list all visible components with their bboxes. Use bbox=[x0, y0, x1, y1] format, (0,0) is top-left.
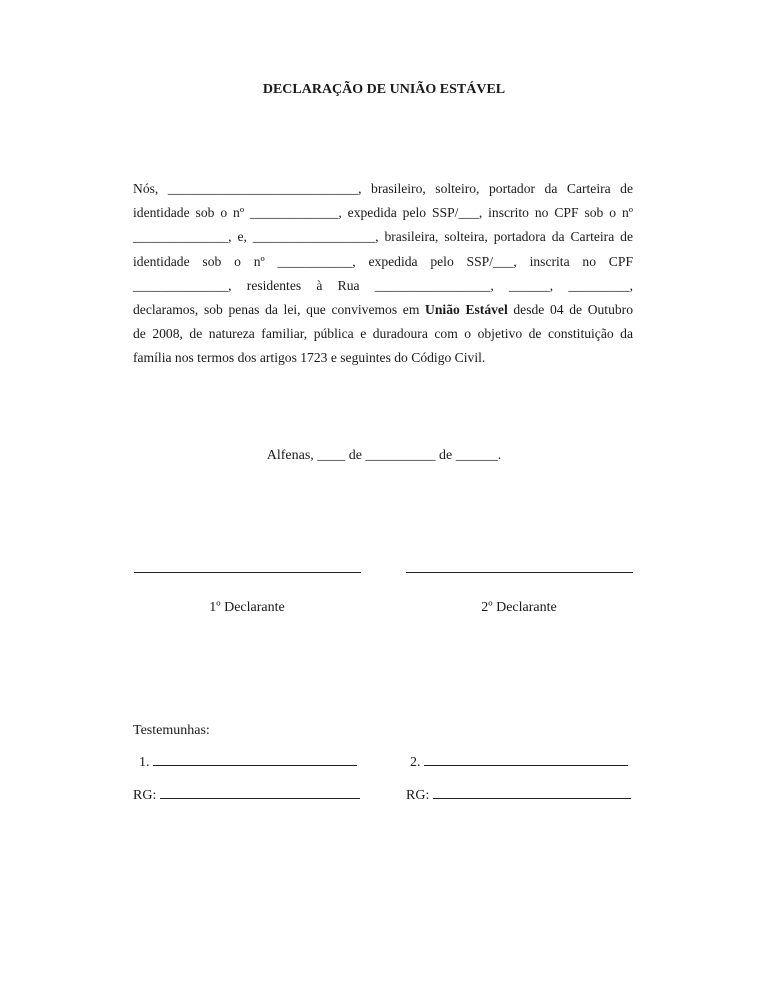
witness-2-rg-blank bbox=[433, 786, 631, 799]
paragraph-text: desde 04 de Outubro bbox=[507, 302, 634, 318]
second-declarant-signature-line bbox=[406, 572, 633, 573]
paragraph-line: Nós, ____________________________, brasileiro, solteiro, portador da Carteira de bbox=[133, 181, 633, 196]
first-declarant-label: 1º Declarante bbox=[209, 600, 285, 615]
first-declarant-signature-line bbox=[134, 572, 361, 573]
witness-1-number: 1. bbox=[139, 755, 150, 770]
witness-2-rg-line bbox=[406, 786, 631, 804]
paragraph-line: ______________, e, __________________, brasileira, solteira, portadora da Carteira de bbox=[133, 229, 633, 245]
second-declarant-label: 2º Declarante bbox=[481, 600, 557, 615]
uniao-estavel-emphasis: União Estável bbox=[425, 302, 508, 318]
witness-1-name-line bbox=[139, 753, 357, 771]
witnesses-title: Testemunhas: bbox=[133, 723, 210, 738]
witness-2-rg-label: RG: bbox=[406, 788, 430, 803]
witness-2-number: 2. bbox=[410, 755, 421, 770]
declaration-paragraph bbox=[133, 177, 633, 371]
paragraph-line: identidade sob o nº _____________, expedida pelo SSP/___, inscrito no CPF sob o nº bbox=[133, 205, 633, 221]
witness-1-rg-blank bbox=[160, 786, 360, 799]
witness-1-blank bbox=[153, 753, 357, 766]
paragraph-line: família nos termos dos artigos 1723 e seguintes do Código Civil. bbox=[133, 350, 486, 366]
paragraph-line: identidade sob o nº ___________, expedida pelo SSP/___, inscrita no CPF bbox=[133, 253, 633, 269]
paragraph-text: declaramos, sob penas da lei, que convivemos em bbox=[133, 302, 426, 318]
witness-1-rg-label: RG: bbox=[133, 788, 157, 803]
witness-1-rg-line bbox=[133, 786, 360, 804]
document-title: DECLARAÇÃO DE UNIÃO ESTÁVEL bbox=[262, 82, 506, 97]
paragraph-line bbox=[133, 298, 633, 322]
witness-2-name-line bbox=[410, 753, 628, 771]
place-date-line: Alfenas, ____ de __________ de ______. bbox=[266, 448, 502, 463]
witness-2-blank bbox=[424, 753, 628, 766]
paragraph-line: ______________, residentes à Rua _________________, ______, _________, bbox=[133, 277, 633, 293]
paragraph-line: de 2008, de natureza familiar, pública e duradoura com o objetivo de constituição da bbox=[133, 326, 633, 342]
